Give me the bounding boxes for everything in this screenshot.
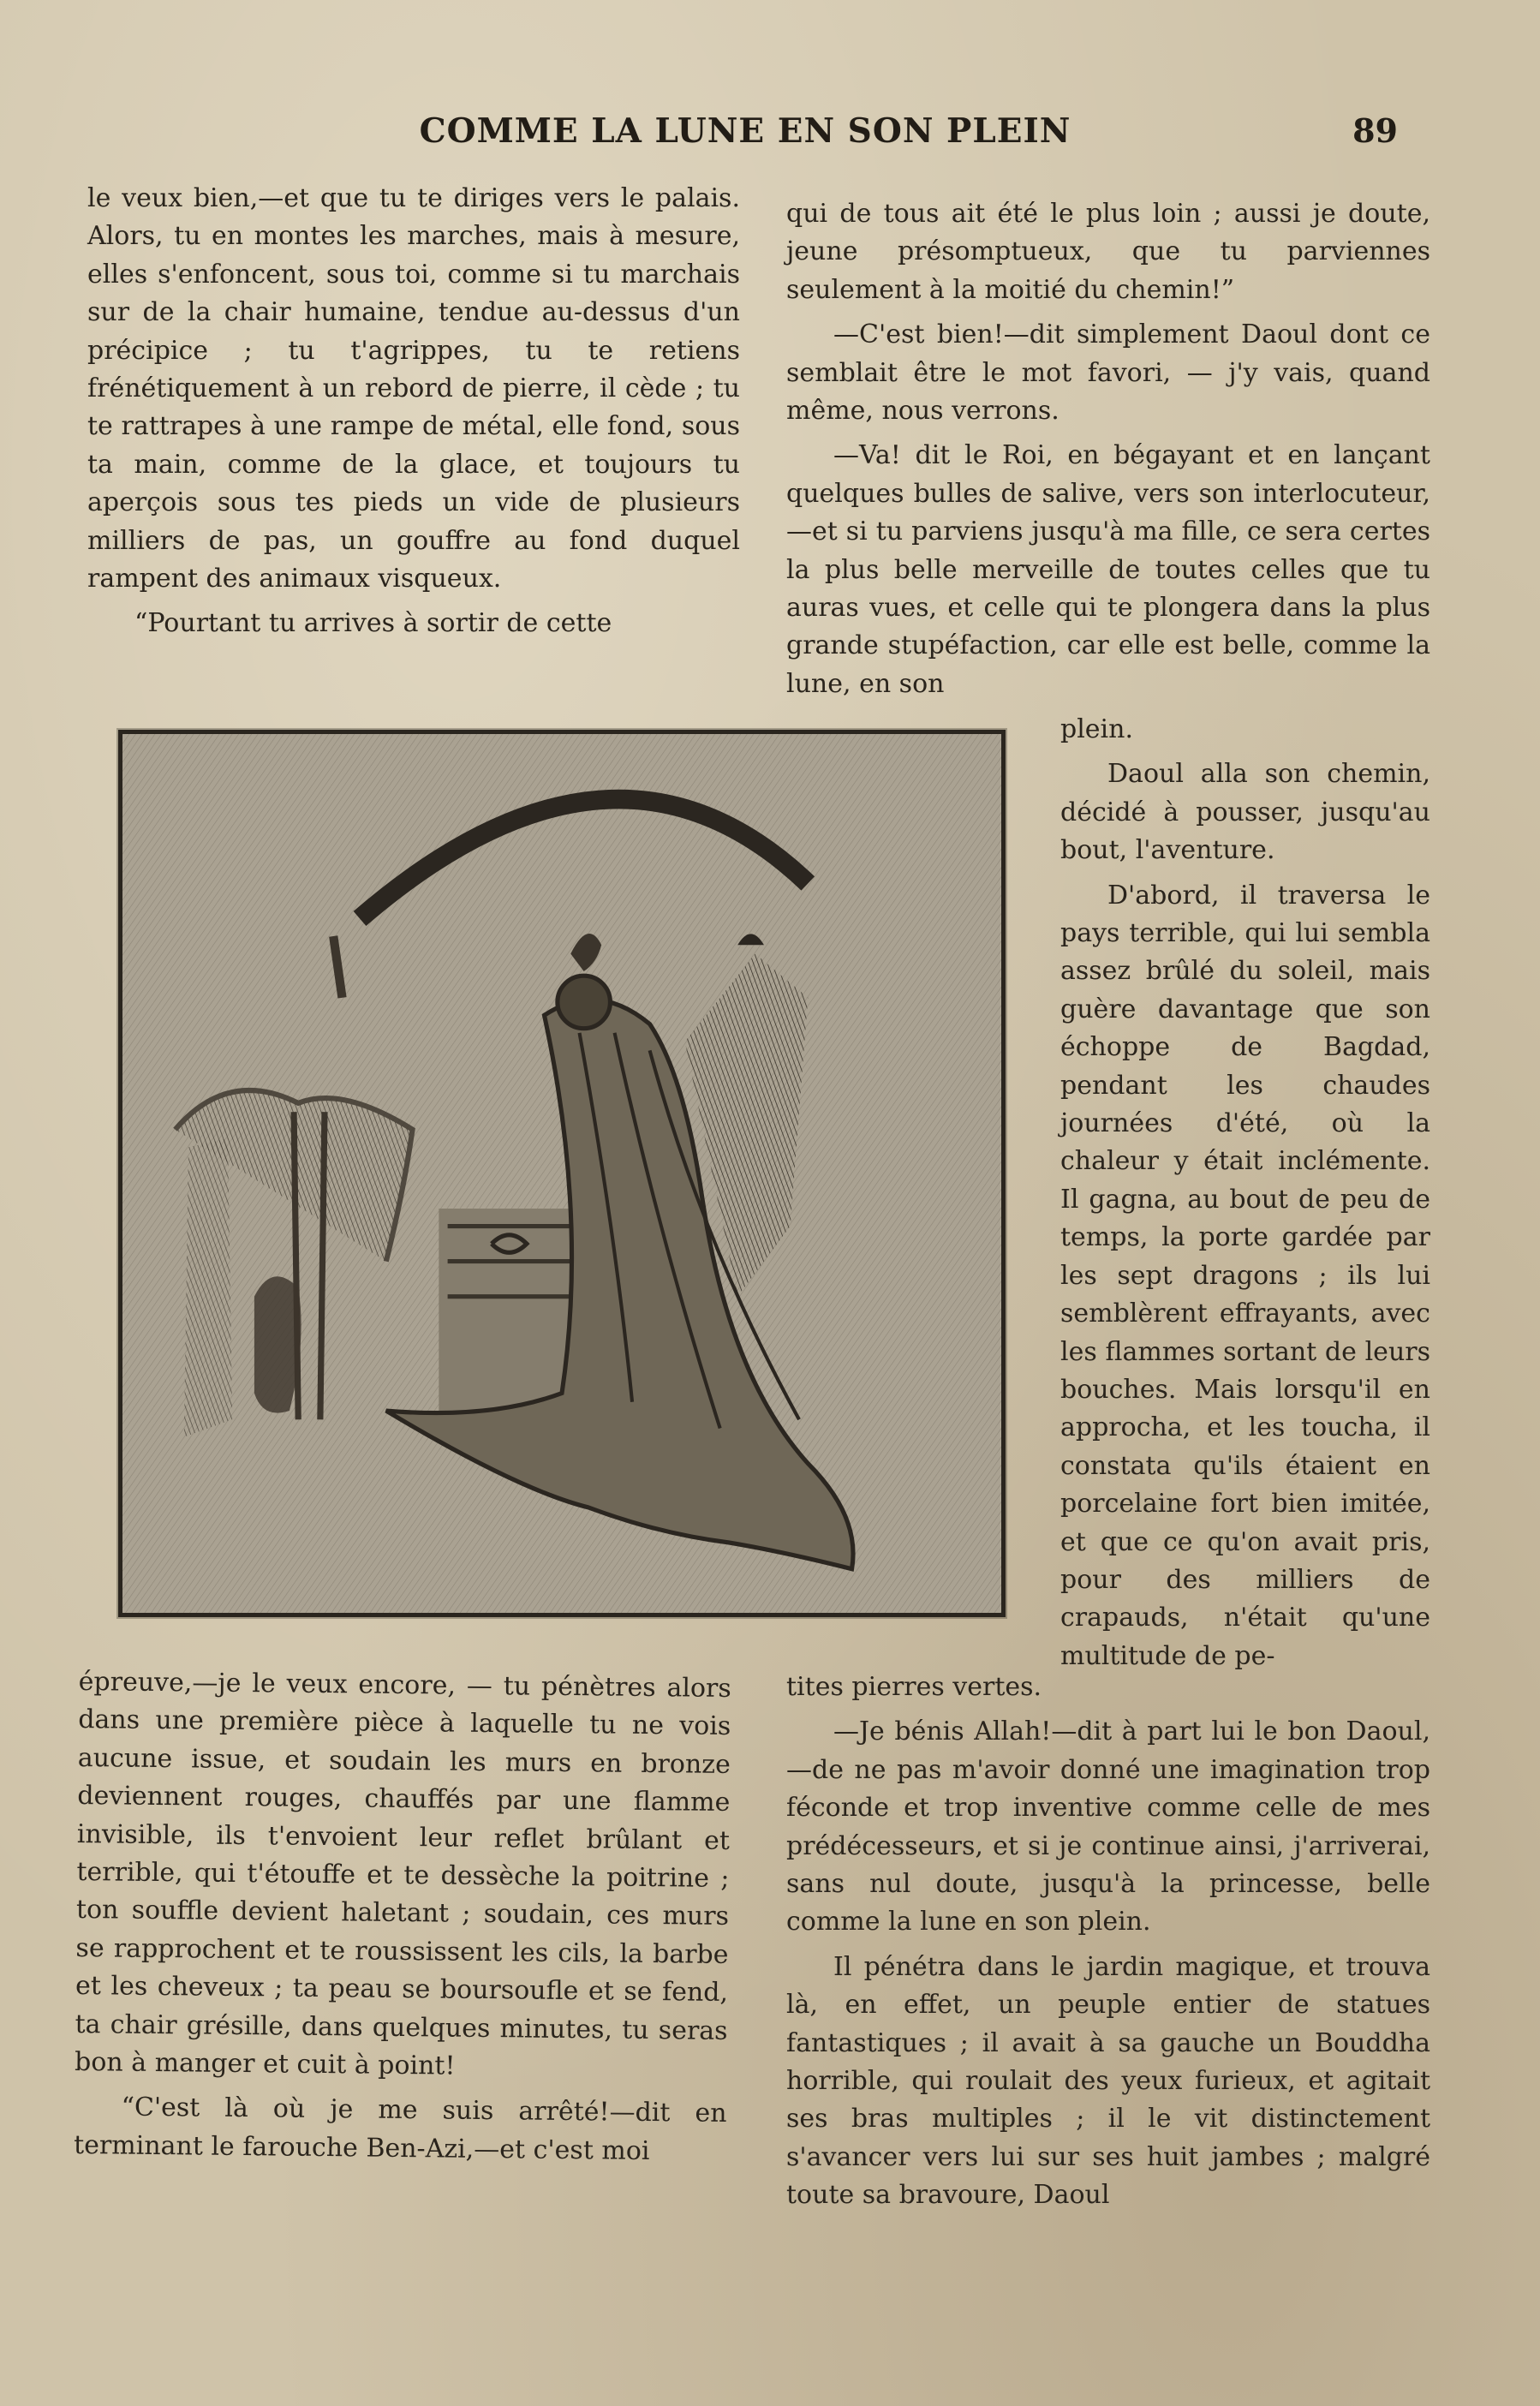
paragraph: D'abord, il traversa le pays terrible, qui lui sembla assez brûlé du soleil, mais guère davantage que son échoppe de Bagdad, pendant les chaudes journées d'été, où la chaleur y était inclémente. Il gagna, au bout de peu de temps, la porte gardée par les sept dragons ; ils lui semblèrent effrayants, avec les flammes sortant de leurs bouches. Mais lorsqu'il en approcha, et les toucha, il constata qu'ils étaient en porcelaine fort bien imitée, et que ce qu'on avait pris, pour des milliers de crapauds, n'était qu'une multitude de pe- xyxy=(1060,880,1430,1671)
paragraph: —Je bénis Allah!—dit à part lui le bon Daoul,—de ne pas m'avoir donné une imagination trop féconde et trop inventive comme celle de mes prédécesseurs, et si je continue ainsi, j'arriverai, sans nul doute, jusqu'à la princesse, belle comme la lune en son plein. xyxy=(786,1716,1430,1937)
paragraph: plein. xyxy=(1060,714,1134,744)
right-column-narrow-text xyxy=(1060,711,1430,1675)
paragraph: “Pourtant tu arrives à sortir de cette xyxy=(134,608,612,639)
running-head xyxy=(0,111,1540,163)
page-number: 89 xyxy=(1352,111,1398,150)
paragraph: “C'est là où je me suis arrêté!—dit en terminant le farouche Ben-Azi,—et c'est moi xyxy=(73,2093,727,2166)
engraving-image xyxy=(122,734,1001,1613)
paragraph: épreuve,—je le veux encore, — tu pénètres alors dans une première pièce à laquelle tu ne vois aucune issue, et soudain les murs en bronze deviennent rouges, chauffés par une flamme invisible, ils t'envoient leur reflet brûlant et terrible, qui t'étouffe et te dessèche la poitrine ; ton souffle devient haletant ; soudain, ces murs se rapprochent et te roussissent les cils, la barbe et les cheveux ; ta peau se boursoufle et se fend, ta chair grésille, dans quelques minutes, tu seras bon à manger et cuit à point! xyxy=(74,1666,731,2081)
right-column-bottom-text xyxy=(786,1669,1430,2215)
right-column-top-text xyxy=(786,195,1430,703)
paragraph: —Va! dit le Roi, en bégayant et en lançant quelques bulles de salive, vers son interlocuteur,—et si tu parviens jusqu'à ma fille, ce sera certes la plus belle merveille de toutes celles que tu auras vues, et celle qui te plongera dans la plus grande stupéfaction, car elle est belle, comme la lune, en son xyxy=(786,440,1430,699)
paragraph: le veux bien,—et que tu te diriges vers le palais. Alors, tu en montes les marches, mais à mesure, elles s'enfoncent, sous toi, comme si tu marchais sur de la chair humaine, tendue au-dessus d'un précipice ; tu t'agrippes, tu te retiens frénétiquement à un rebord de pierre, il cède ; tu te rattrapes à une rampe de métal, elle fond, sous ta main, comme de la glace, et toujours tu aperçois sous tes pieds un vide de plusieurs milliers de pas, un gouffre au fond duquel rampent des animaux visqueux. xyxy=(87,183,740,594)
page-title: COMME LA LUNE EN SON PLEIN xyxy=(419,111,1071,151)
paragraph: tites pierres vertes. xyxy=(786,1672,1042,1702)
left-column-bottom-text xyxy=(74,1663,731,2171)
paragraph: Il pénétra dans le jardin magique, et trouva là, en effet, un peuple entier de statues fantastiques ; il avait à sa gauche un Bouddha horrible, qui roulait des yeux furieux, et agitait ses bras multiples ; il le vit distinctement s'avancer vers lui sur ses huit jambes ; malgré toute sa bravoure, Daoul xyxy=(786,1951,1430,2211)
left-column-top-text xyxy=(87,180,740,643)
paragraph: Daoul alla son chemin, décidé à pousser, jusqu'au bout, l'aventure. xyxy=(1060,759,1430,866)
illustration-king-on-throne xyxy=(118,730,1006,1617)
paragraph: qui de tous ait été le plus loin ; aussi je doute, jeune présomptueux, que tu parviennes seulement à la moitié du chemin!” xyxy=(786,199,1430,305)
paragraph: —C'est bien!—dit simplement Daoul dont ce semblait être le mot favori, — j'y vais, quand même, nous verrons. xyxy=(786,319,1430,427)
